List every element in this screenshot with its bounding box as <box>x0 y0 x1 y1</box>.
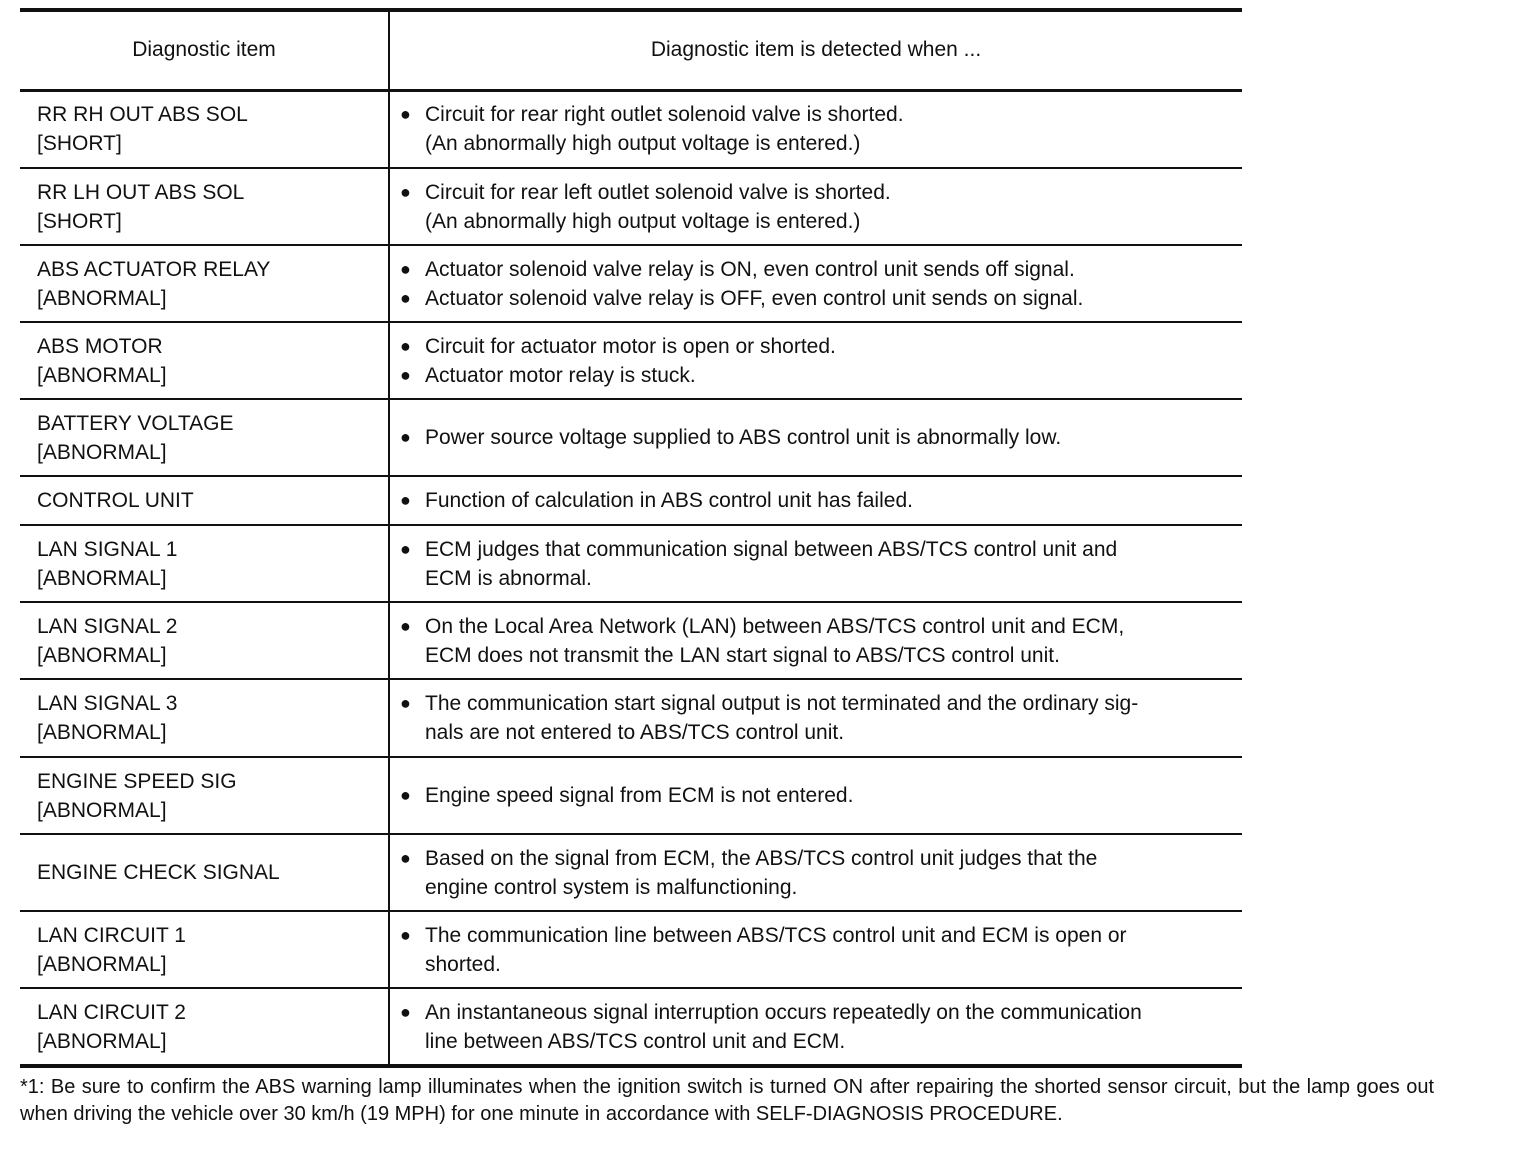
diagnostic-item-status: [ABNORMAL] <box>37 721 167 744</box>
diagnostic-item-status: [ABNORMAL] <box>37 363 167 387</box>
table-row <box>20 168 1242 245</box>
detection-condition-cell <box>389 245 1242 322</box>
condition-bullet <box>400 284 1238 313</box>
diagnostic-item-cell <box>20 757 389 834</box>
diagnostic-item-cell <box>20 525 389 602</box>
table-row <box>20 322 1242 399</box>
condition-text: Actuator solenoid valve relay is ON, even control unit sends off signal. <box>425 257 1075 281</box>
diagnostic-item-name: CONTROL UNIT <box>37 489 194 512</box>
condition-bullet <box>400 423 1238 452</box>
table-row <box>20 602 1242 679</box>
bullet-dot-icon: ● <box>400 427 411 447</box>
detection-condition-cell <box>389 399 1242 476</box>
detection-condition-cell <box>389 834 1242 911</box>
table-row <box>20 525 1242 602</box>
table-row <box>20 757 1242 834</box>
diagnostic-item-status: [SHORT] <box>37 209 122 233</box>
bullet-dot-icon: ● <box>400 1001 411 1022</box>
condition-bullet <box>400 781 1238 810</box>
table-row <box>20 988 1242 1066</box>
table-body <box>20 90 1242 1066</box>
bullet-dot-icon: ● <box>400 104 411 125</box>
condition-bullet <box>400 486 1238 515</box>
diagnostic-item-name: RR LH OUT ABS SOL <box>37 180 245 204</box>
header-detected-when: Diagnostic item is detected when ... <box>389 10 1242 90</box>
diagnostic-item-cell <box>20 168 389 245</box>
diagnostic-item-name: LAN SIGNAL 2 <box>37 614 178 638</box>
diagnostic-item-name: BATTERY VOLTAGE <box>37 411 234 435</box>
condition-bullet <box>400 998 1238 1056</box>
condition-bullet <box>400 844 1238 902</box>
diagnostic-item-status: [ABNORMAL] <box>37 440 167 464</box>
bullet-dot-icon: ● <box>400 924 411 945</box>
condition-text: Actuator motor relay is stuck. <box>425 363 696 387</box>
table-row <box>20 476 1242 525</box>
bullet-dot-icon: ● <box>400 538 411 559</box>
condition-text: Based on the signal from ECM, the ABS/TCS control unit judges that the engine control system is malfunctioning. <box>425 846 1098 899</box>
bullet-dot-icon: ● <box>400 181 411 202</box>
bullet-dot-icon: ● <box>400 847 411 868</box>
diagnostic-item-cell <box>20 476 389 525</box>
detection-condition-cell <box>389 90 1242 168</box>
condition-bullet <box>400 178 1238 236</box>
condition-bullet <box>400 689 1238 747</box>
condition-bullet <box>400 921 1238 979</box>
detection-condition-cell <box>389 757 1242 834</box>
condition-bullet <box>400 255 1238 284</box>
bullet-dot-icon: ● <box>400 287 411 308</box>
diagnostic-item-cell <box>20 834 389 911</box>
diagnostic-item-status: [ABNORMAL] <box>37 1029 167 1053</box>
condition-bullet <box>400 332 1238 361</box>
diagnostic-item-status: [ABNORMAL] <box>37 798 167 822</box>
diagnostic-item-name: ENGINE SPEED SIG <box>37 769 237 793</box>
diagnostic-item-name: ABS MOTOR <box>37 334 163 358</box>
condition-text: The communication start signal output is not terminated and the ordinary sig- nals are not entered to ABS/TCS control unit. <box>425 692 1139 744</box>
diagnostic-item-status: [ABNORMAL] <box>37 952 167 976</box>
detection-condition-cell <box>389 476 1242 525</box>
diagnostic-item-name: LAN CIRCUIT 2 <box>37 1000 186 1024</box>
condition-text: Circuit for rear left outlet solenoid valve is shorted. (An abnormally high output voltage is entered.) <box>425 180 891 233</box>
diagnostic-item-cell <box>20 245 389 322</box>
diagnostic-item-cell <box>20 602 389 679</box>
detection-condition-cell <box>389 602 1242 679</box>
footnote: *1: Be sure to confirm the ABS warning lamp illuminates when the ignition switch is turned ON after repairing the shorted sensor circuit, but the lamp goes out when driving the vehicle over 30 km/h (19 MPH) for one minute in accordance with SELF-DIAGNOSIS PROCEDURE. <box>20 1076 1434 1125</box>
table-row <box>20 399 1242 476</box>
condition-text: Power source voltage supplied to ABS control unit is abnormally low. <box>425 426 1062 449</box>
condition-bullet <box>400 612 1238 670</box>
diagnostic-item-cell <box>20 679 389 757</box>
diagnostic-item-cell <box>20 90 389 168</box>
diagnostic-item-status: [ABNORMAL] <box>37 566 167 590</box>
bullet-dot-icon: ● <box>400 615 411 636</box>
detection-condition-cell <box>389 911 1242 988</box>
bullet-dot-icon: ● <box>400 258 411 279</box>
table-row <box>20 679 1242 757</box>
diagnostic-item-status: [ABNORMAL] <box>37 643 167 667</box>
detection-condition-cell <box>389 168 1242 245</box>
bullet-dot-icon: ● <box>400 785 411 805</box>
bullet-dot-icon: ● <box>400 490 411 510</box>
table-row <box>20 834 1242 911</box>
diagnostic-item-cell <box>20 988 389 1066</box>
detection-condition-cell <box>389 988 1242 1066</box>
diagnostic-item-name: RR RH OUT ABS SOL <box>37 103 248 127</box>
condition-text: On the Local Area Network (LAN) between ABS/TCS control unit and ECM, ECM does not transmit the LAN start signal to ABS/TCS control unit. <box>425 614 1125 667</box>
diagnostic-item-cell <box>20 911 389 988</box>
diagnostic-item-cell <box>20 399 389 476</box>
diagnostic-item-cell <box>20 322 389 399</box>
condition-text: ECM judges that communication signal between ABS/TCS control unit and ECM is abnormal. <box>425 537 1118 590</box>
diagnostic-item-status: [ABNORMAL] <box>37 286 167 310</box>
condition-text: Actuator solenoid valve relay is OFF, even control unit sends on signal. <box>425 286 1084 310</box>
condition-text: Circuit for rear right outlet solenoid valve is shorted. (An abnormally high output voltage is entered.) <box>425 103 904 156</box>
condition-text: An instantaneous signal interruption occurs repeatedly on the communication line between ABS/TCS control unit and ECM. <box>425 1000 1142 1053</box>
diagnostic-item-name: ENGINE CHECK SIGNAL <box>37 861 280 884</box>
table-row <box>20 90 1242 168</box>
detection-condition-cell <box>389 679 1242 757</box>
table-row <box>20 245 1242 322</box>
bullet-dot-icon: ● <box>400 693 411 713</box>
diagnostic-item-status: [SHORT] <box>37 132 122 156</box>
diagnostic-item-name: ABS ACTUATOR RELAY <box>37 257 271 281</box>
condition-text: Function of calculation in ABS control unit has failed. <box>425 489 913 512</box>
diagnostic-item-name: LAN SIGNAL 3 <box>37 692 178 715</box>
bullet-dot-icon: ● <box>400 364 411 385</box>
condition-text: The communication line between ABS/TCS control unit and ECM is open or shorted. <box>425 923 1127 976</box>
condition-text: Engine speed signal from ECM is not entered. <box>425 784 854 807</box>
header-diagnostic-item: Diagnostic item <box>20 10 389 90</box>
detection-condition-cell <box>389 525 1242 602</box>
condition-bullet <box>400 361 1238 390</box>
condition-text: Circuit for actuator motor is open or shorted. <box>425 334 836 358</box>
table-header-row <box>20 10 1242 90</box>
bullet-dot-icon: ● <box>400 335 411 356</box>
diagnostic-item-name: LAN CIRCUIT 1 <box>37 923 186 947</box>
detection-condition-cell <box>389 322 1242 399</box>
condition-bullet <box>400 535 1238 593</box>
diagnostic-table <box>20 8 1242 1068</box>
diagnostic-item-name: LAN SIGNAL 1 <box>37 537 178 561</box>
condition-bullet <box>400 100 1238 158</box>
table-row <box>20 911 1242 988</box>
